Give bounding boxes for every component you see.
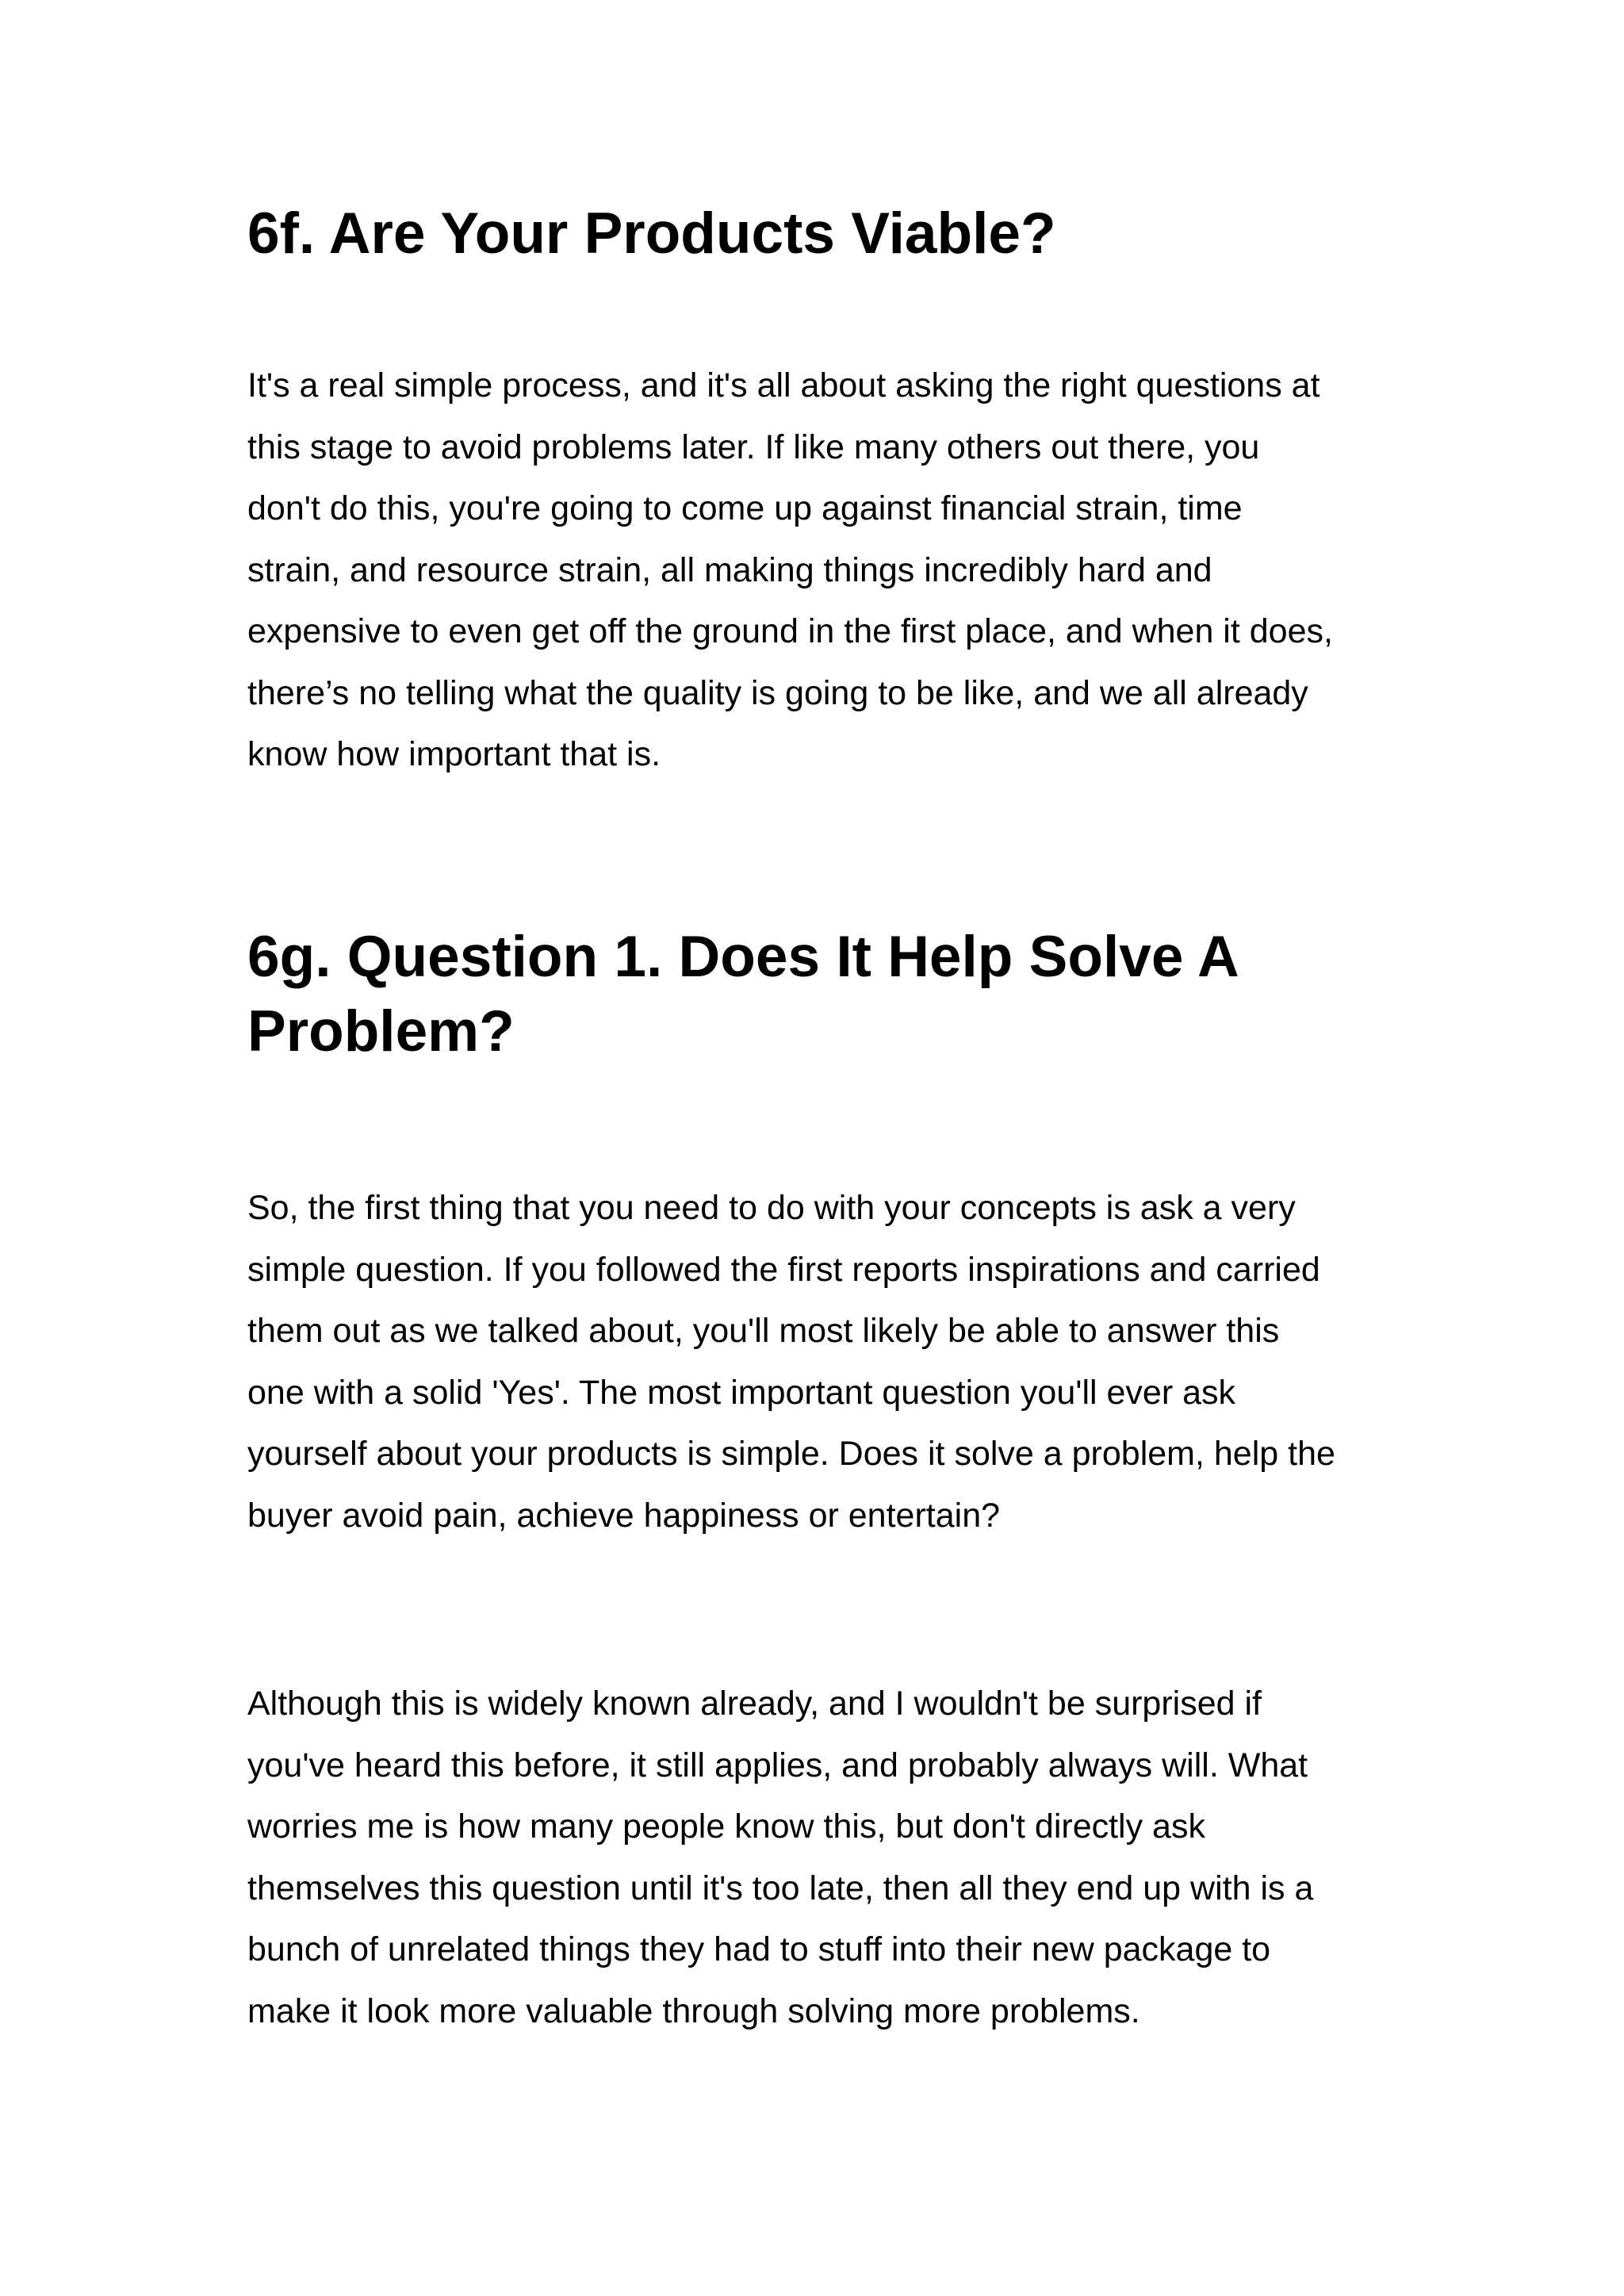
paragraph-first-question — [247, 1178, 1335, 1547]
text-line: don't do this, you're going to come up against financial strain, time — [247, 489, 1243, 527]
text-line: one with a solid 'Yes'. The most important question you'll ever ask — [247, 1373, 1236, 1412]
text-line: So, the first thing that you need to do with your concepts is ask a very — [247, 1189, 1296, 1227]
paragraph-viability-intro — [247, 355, 1333, 786]
section-heading-6g — [247, 920, 1239, 1069]
text-line: expensive to even get off the ground in the first place, and when it does, — [247, 612, 1333, 650]
text-line: this stage to avoid problems later. If like many others out there, you — [247, 427, 1260, 466]
text-line: It's a real simple process, and it's all about asking the right questions at — [247, 366, 1320, 404]
text-line: themselves this question until it's too late, then all they end up with is a — [247, 1869, 1314, 1907]
text-line: make it look more valuable through solving more problems. — [247, 1991, 1140, 2030]
heading-line: Problem? — [247, 999, 515, 1064]
text-line: there’s no telling what the quality is going to be like, and we all already — [247, 673, 1308, 712]
text-line: them out as we talked about, you'll most likely be able to answer this — [247, 1312, 1280, 1350]
heading-line: 6g. Question 1. Does It Help Solve A — [247, 925, 1239, 989]
text-line: simple question. If you followed the first reports inspirations and carried — [247, 1250, 1320, 1289]
text-line: buyer avoid pain, achieve happiness or entertain? — [247, 1496, 1001, 1535]
text-line: yourself about your products is simple. Does it solve a problem, help the — [247, 1435, 1335, 1473]
text-line: bunch of unrelated things they had to stuff into their new package to — [247, 1930, 1271, 1968]
text-line: Although this is widely known already, and I wouldn't be surprised if — [247, 1685, 1262, 1723]
section-heading-6f — [247, 197, 1056, 271]
heading-line: 6f. Are Your Products Viable? — [247, 201, 1056, 266]
text-line: know how important that is. — [247, 735, 661, 773]
text-line: worries me is how many people know this, but don't directly ask — [247, 1807, 1205, 1846]
text-line: you've heard this before, it still applies, and probably always will. What — [247, 1746, 1308, 1784]
text-line: strain, and resource strain, all making things incredibly hard and — [247, 550, 1212, 589]
paragraph-widely-known — [247, 1673, 1313, 2042]
